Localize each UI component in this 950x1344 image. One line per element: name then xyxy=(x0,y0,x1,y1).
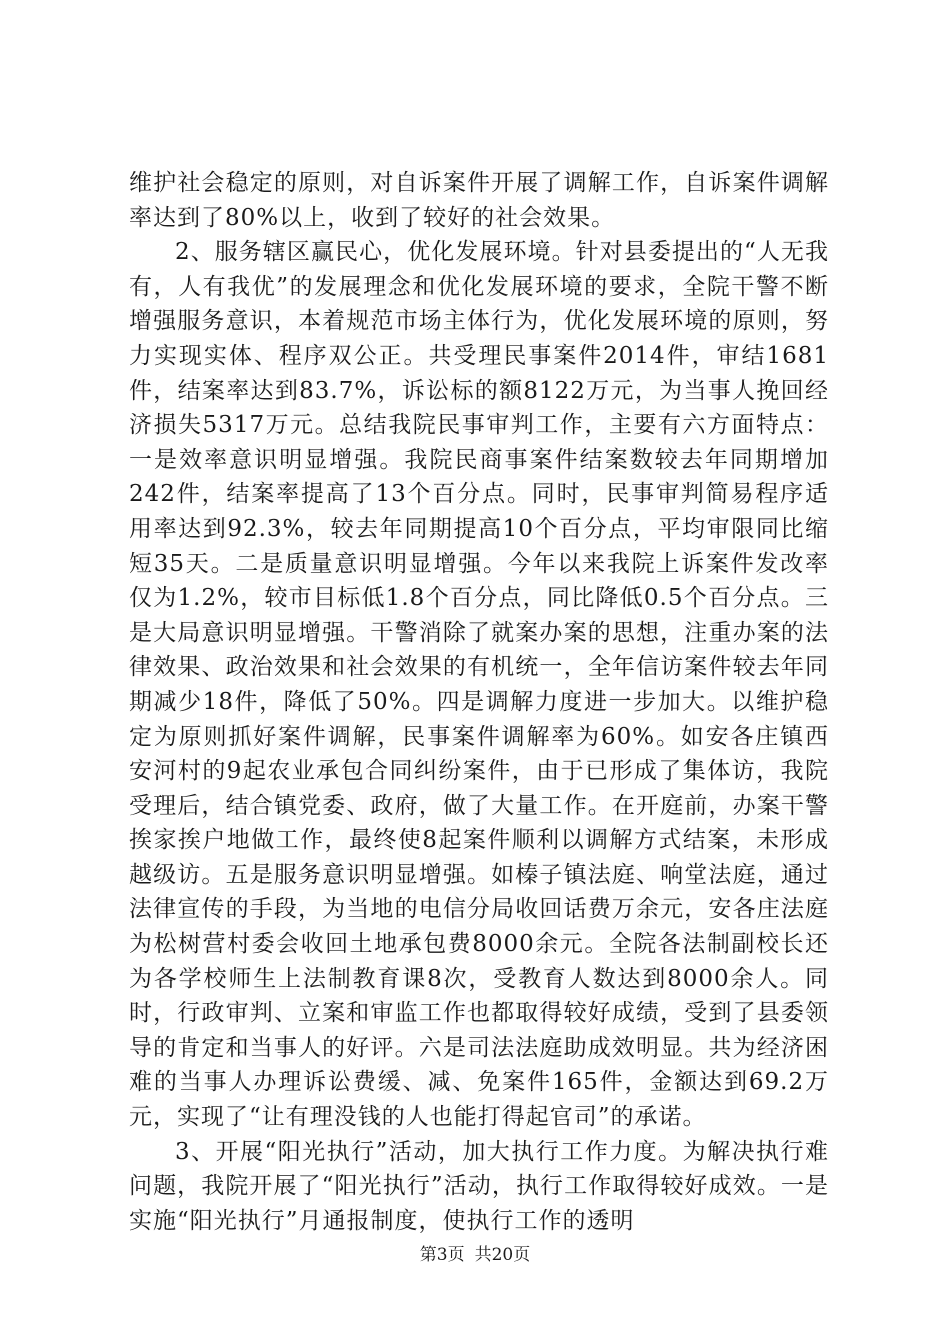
paragraph-continued: 维护社会稳定的原则，对自诉案件开展了调解工作，自诉案件调解率达到了80%以上，收到了较好的社会效果。 xyxy=(129,170,829,231)
page-number: 第3页 xyxy=(419,1245,465,1265)
paragraph-enforcement: 3、开展“阳光执行”活动，加大执行工作力度。为解决执行难问题，我院开展了“阳光执行”活动，执行工作取得较好成效。一是实施“阳光执行”月通报制度，使执行工作的透明 xyxy=(129,1138,829,1234)
total-pages: 共20页 xyxy=(474,1245,531,1265)
document-body xyxy=(129,166,829,1238)
page-footer xyxy=(0,1244,950,1266)
paragraph-civil-trial: 2、服务辖区赢民心，优化发展环境。针对县委提出的“人无我有，人有我优”的发展理念和优化发展环境的要求，全院干警不断增强服务意识，本着规范市场主体行为，优化发展环境的原则，努力实现实体、程序双公正。共受理民事案件2014件，审结1681件，结案率达到83.7%，诉讼标的额8122万元，为当事人挽回经济损失5317万元。总结我院民事审判工作，主要有六方面特点：一是效率意识明显增强。我院民商事案件结案数较去年同期增加242件，结案率提高了13个百分点。同时，民事审判简易程序适用率达到92.3%，较去年同期提高10个百分点，平均审限同比缩短35天。二是质量意识明显增强。今年以来我院上诉案件发改率仅为1.2%，较市目标低1.8个百分点，同比降低0.5个百分点。三是大局意识明显增强。干警消除了就案办案的思想，注重办案的法律效果、政治效果和社会效果的有机统一，全年信访案件较去年同期减少18件，降低了50%。四是调解力度进一步加大。以维护稳定为原则抓好案件调解，民事案件调解率为60%。如安各庄镇西安河村的9起农业承包合同纠纷案件，由于已形成了集体访，我院受理后，结合镇党委、政府，做了大量工作。在开庭前，办案干警挨家挨户地做工作，最终使8起案件顺利以调解方式结案，未形成越级访。五是服务意识明显增强。如榛子镇法庭、响堂法庭，通过法律宣传的手段，为当地的电信分局收回话费万余元，安各庄法庭为松树营村委会收回土地承包费8000余元。全院各法制副校长还为各学校师生上法制教育课8次，受教育人数达到8000余人。同时，行政审判、立案和审监工作也都取得较好成绩，受到了县委领导的肯定和当事人的好评。六是司法法庭助成效明显。共为经济困难的当事人办理诉讼费缓、减、免案件165件，金额达到69.2万元，实现了“让有理没钱的人也能打得起官司”的承诺。 xyxy=(129,239,829,1131)
